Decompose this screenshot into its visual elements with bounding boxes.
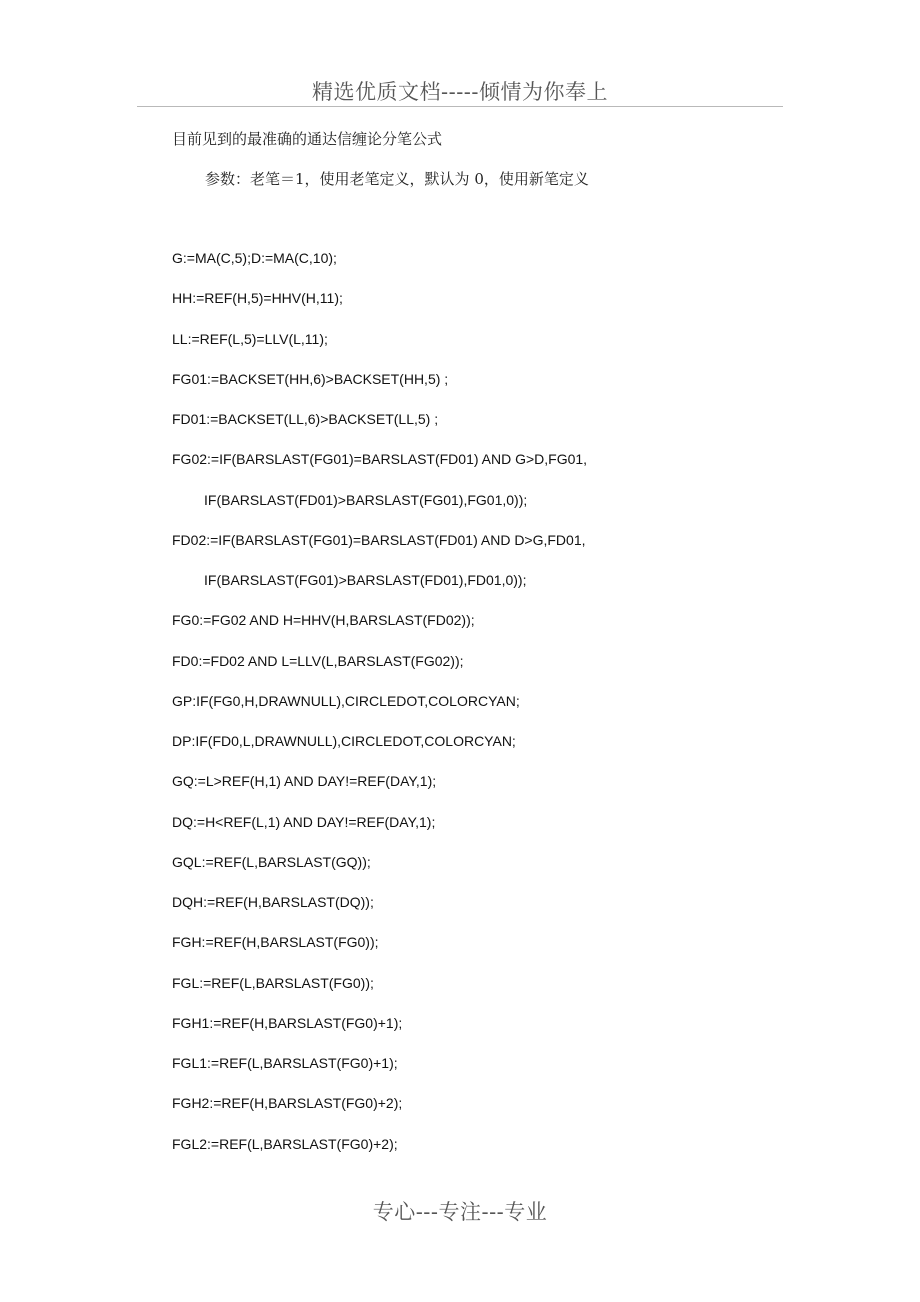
code-line: FGH1:=REF(H,BARSLAST(FG0)+1);	[172, 1014, 403, 1031]
code-line: FGL1:=REF(L,BARSLAST(FG0)+1);	[172, 1055, 398, 1071]
code-line: DQH:=REF(H,BARSLAST(DQ));	[172, 894, 374, 910]
code-line: FD02:=IF(BARSLAST(FG01)=BARSLAST(FD01) AND D>G,FD01,	[172, 531, 586, 548]
document-title: 目前见到的最准确的通达信缠论分笔公式	[172, 130, 443, 148]
code-line: DQ:=H<REF(L,1) AND DAY!=REF(DAY,1);	[172, 813, 436, 830]
code-line: DP:IF(FD0,L,DRAWNULL),CIRCLEDOT,COLORCYAN;	[172, 733, 516, 749]
code-line: FGL:=REF(L,BARSLAST(FG0));	[172, 974, 374, 991]
code-line: LL:=REF(L,5)=LLV(L,11);	[172, 330, 328, 347]
code-line: FD01:=BACKSET(LL,6)>BACKSET(LL,5) ;	[172, 411, 439, 427]
code-line: HH:=REF(H,5)=HHV(H,11);	[172, 290, 343, 307]
code-line: FGH2:=REF(H,BARSLAST(FG0)+2);	[172, 1095, 403, 1112]
page-footer: 专心---专注---专业	[372, 1200, 548, 1224]
code-line: IF(BARSLAST(FD01)>BARSLAST(FG01),FG01,0));	[204, 491, 528, 508]
code-line: FG01:=BACKSET(HH,6)>BACKSET(HH,5) ;	[172, 370, 449, 387]
code-line: IF(BARSLAST(FG01)>BARSLAST(FD01),FD01,0));	[204, 572, 527, 588]
page-header: 精选优质文档-----倾情为你奉上	[312, 80, 608, 104]
parameter-description: 参数：老笔＝1，使用老笔定义，默认为 0，使用新笔定义	[205, 170, 589, 188]
code-line: GQL:=REF(L,BARSLAST(GQ));	[172, 853, 371, 870]
code-line: FGL2:=REF(L,BARSLAST(FG0)+2);	[172, 1135, 398, 1152]
code-line: GQ:=L>REF(H,1) AND DAY!=REF(DAY,1);	[172, 773, 437, 790]
code-line: G:=MA(C,5);D:=MA(C,10);	[172, 250, 337, 266]
code-line: FG0:=FG02 AND H=HHV(H,BARSLAST(FD02));	[172, 612, 475, 629]
formula-code-block	[172, 248, 587, 1174]
code-line: GP:IF(FG0,H,DRAWNULL),CIRCLEDOT,COLORCYAN;	[172, 692, 520, 709]
code-line: FG02:=IF(BARSLAST(FG01)=BARSLAST(FD01) AND G>D,FG01,	[172, 451, 588, 468]
code-line: FD0:=FD02 AND L=LLV(L,BARSLAST(FG02));	[172, 652, 464, 669]
code-line: FGH:=REF(H,BARSLAST(FG0));	[172, 934, 379, 951]
header-divider	[137, 106, 783, 107]
